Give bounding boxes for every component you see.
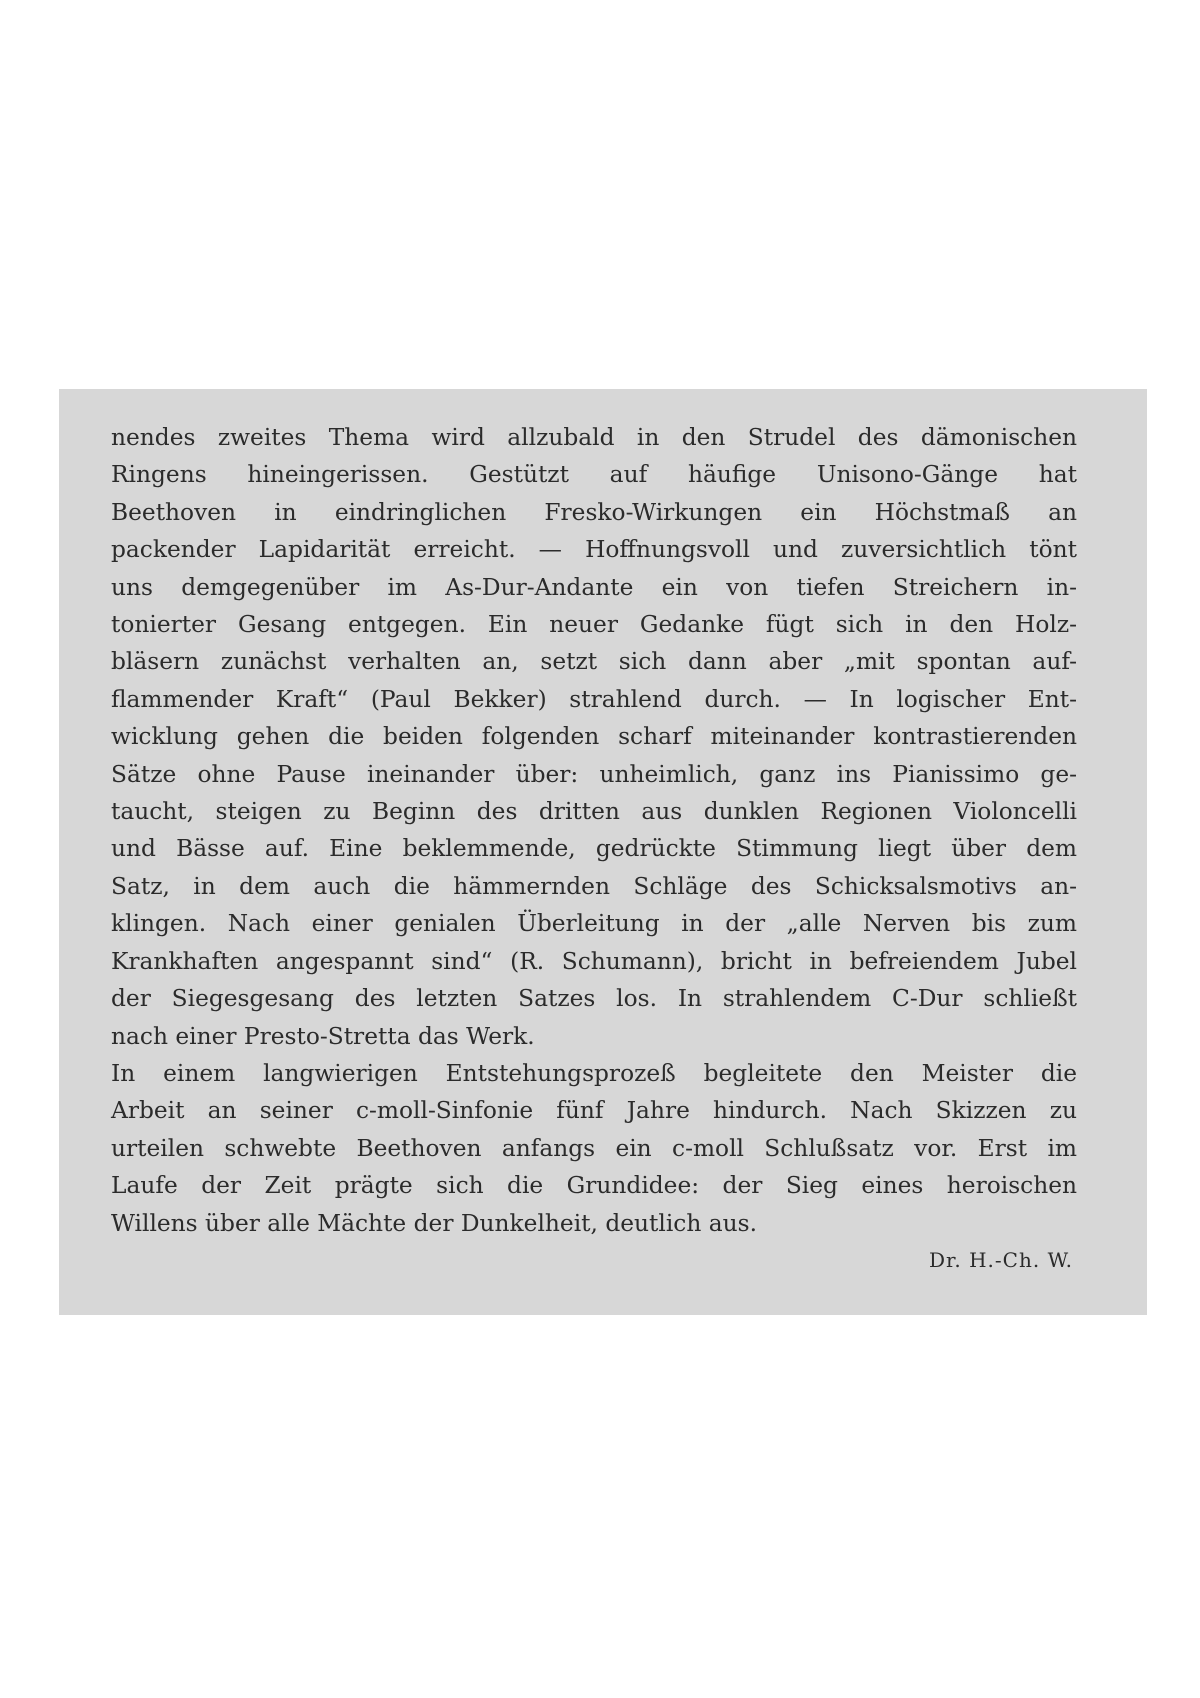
text-line: wicklung gehen die beiden folgenden scharf miteinander kontrastierenden bbox=[111, 723, 1077, 751]
author-signature: Dr. H.-Ch. W. bbox=[929, 1247, 1073, 1272]
body-text bbox=[111, 419, 1077, 1242]
text-line: Ringens hineingerissen. Gestützt auf häufige Unisono-Gänge hat bbox=[111, 461, 1077, 489]
text-line: bläsern zunächst verhalten an, setzt sich dann aber „mit spontan auf- bbox=[111, 648, 1077, 676]
text-line: Laufe der Zeit prägte sich die Grundidee: der Sieg eines heroischen bbox=[111, 1172, 1077, 1200]
text-line: klingen. Nach einer genialen Überleitung in der „alle Nerven bis zum bbox=[111, 910, 1077, 938]
text-line: Arbeit an seiner c-moll-Sinfonie fünf Jahre hindurch. Nach Skizzen zu bbox=[111, 1097, 1077, 1125]
text-line: nach einer Presto-Stretta das Werk. bbox=[111, 1022, 535, 1050]
text-line: Beethoven in eindringlichen Fresko-Wirkungen ein Höchstmaß an bbox=[111, 498, 1077, 526]
text-line: tonierter Gesang entgegen. Ein neuer Gedanke fügt sich in den Holz- bbox=[111, 611, 1077, 639]
text-line: nendes zweites Thema wird allzubald in den Strudel des dämonischen bbox=[111, 424, 1077, 451]
text-line: Willens über alle Mächte der Dunkelheit, deutlich aus. bbox=[111, 1209, 757, 1237]
paragraph-1 bbox=[111, 419, 1077, 1055]
text-line: flammender Kraft“ (Paul Bekker) strahlend durch. — In logischer Ent- bbox=[111, 685, 1077, 713]
text-line: uns demgegenüber im As-Dur-Andante ein von tiefen Streichern in- bbox=[111, 573, 1077, 601]
text-line: der Siegesgesang des letzten Satzes los. In strahlendem C-Dur schließt bbox=[111, 985, 1077, 1013]
paragraph-2 bbox=[111, 1055, 1077, 1242]
text-line: Sätze ohne Pause ineinander über: unheimlich, ganz ins Pianissimo ge- bbox=[111, 760, 1077, 788]
text-line: urteilen schwebte Beethoven anfangs ein c-moll Schlußsatz vor. Erst im bbox=[111, 1134, 1077, 1162]
text-line: packender Lapidarität erreicht. — Hoffnungsvoll und zuversichtlich tönt bbox=[111, 536, 1077, 564]
text-line: In einem langwierigen Entstehungsprozeß begleitete den Meister die bbox=[111, 1059, 1077, 1087]
scanned-text-card bbox=[59, 389, 1147, 1315]
text-line: Satz, in dem auch die hämmernden Schläge des Schicksalsmotivs an- bbox=[111, 872, 1077, 900]
text-line: taucht, steigen zu Beginn des dritten aus dunklen Regionen Violoncelli bbox=[111, 798, 1077, 826]
text-line: Krankhaften angespannt sind“ (R. Schumann), bricht in befreiendem Jubel bbox=[111, 947, 1077, 975]
text-line: und Bässe auf. Eine beklemmende, gedrückte Stimmung liegt über dem bbox=[111, 835, 1077, 863]
